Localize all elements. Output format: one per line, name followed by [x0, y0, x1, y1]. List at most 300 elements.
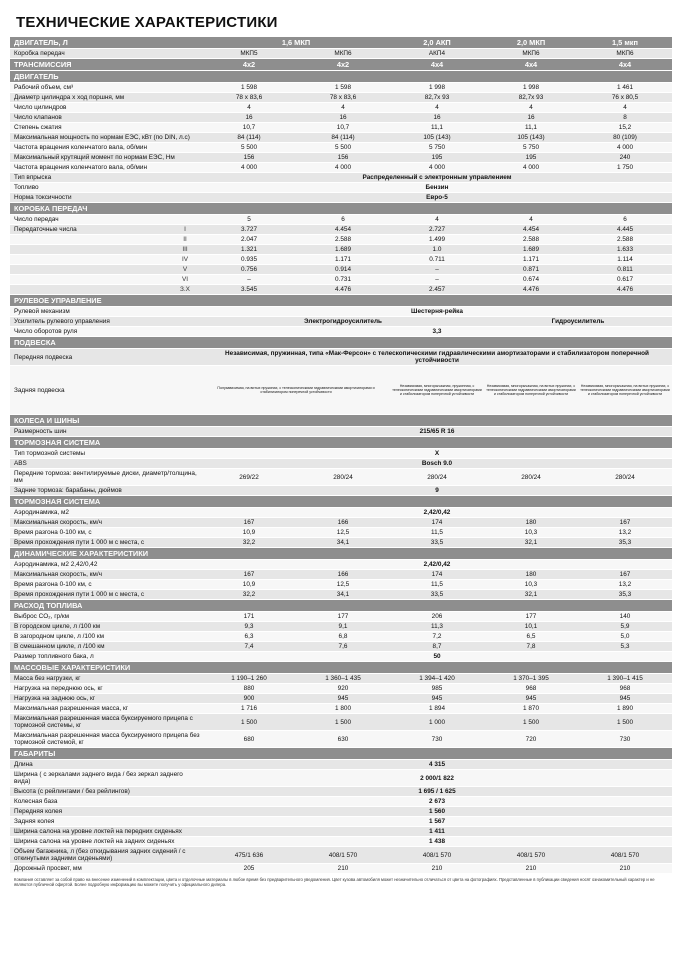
spec-value: Bosch 9.0 — [202, 459, 672, 469]
spec-label: Число передач — [10, 215, 202, 225]
spec-row — [10, 864, 672, 874]
spec-row — [10, 674, 672, 684]
spec-value: 945 — [484, 694, 578, 704]
spec-value: 210 — [484, 864, 578, 874]
spec-value: 1 000 — [390, 714, 484, 731]
spec-row — [10, 133, 672, 143]
spec-value: 16 — [296, 113, 390, 123]
spec-value: 174 — [390, 518, 484, 528]
spec-row — [10, 83, 672, 93]
spec-label: Передняя подвеска — [10, 349, 202, 366]
spec-value: 167 — [202, 570, 296, 580]
spec-label: Число клапанов — [10, 113, 202, 123]
spec-value: 195 — [390, 153, 484, 163]
spec-value: 84 (114) — [296, 133, 390, 143]
spec-value: 2.047 — [202, 235, 296, 245]
spec-value: 985 — [390, 684, 484, 694]
spec-value: 1.321 — [202, 245, 296, 255]
spec-row — [10, 366, 672, 415]
spec-value — [168, 59, 202, 71]
spec-value: 82,7х 93 — [484, 93, 578, 103]
spec-value: 5,3 — [578, 642, 672, 652]
spec-value: 4х4 — [578, 59, 672, 71]
spec-label: Передаточные числа — [10, 225, 168, 235]
footnote: Компания оставляет за собой право на внесение изменений в комплектации, цвета и отделочные материалы в любое время без предварительного уведомления. Цвет кузова автомобиля может незначительно отличаться от цвета на фотографиях. Представленные в публикации сведения носят ознакомительный характер и не являются публичной офертой. Более подробную информацию вы можете получить у официального дилера. — [14, 877, 655, 888]
spec-label: Объем багажника, л (без откидывания задних сидений / с откинутыми задними сиденьями) — [10, 847, 202, 864]
spec-label — [10, 285, 168, 295]
spec-row — [10, 590, 672, 600]
spec-value: 166 — [296, 518, 390, 528]
spec-value: 5 750 — [484, 143, 578, 153]
spec-label: Рабочий объем, см³ — [10, 83, 202, 93]
spec-value: 4 315 — [202, 760, 672, 770]
spec-value: 4 000 — [202, 163, 296, 173]
section-title: РУЛЕВОЕ УПРАВЛЕНИЕ — [10, 295, 672, 307]
spec-value: МКП6 — [578, 49, 672, 59]
section-title: КОРОБКА ПЕРЕДАЧ — [10, 203, 672, 215]
spec-row — [10, 560, 672, 570]
spec-value: 4х4 — [390, 59, 484, 71]
spec-row — [10, 528, 672, 538]
spec-value: 1 500 — [296, 714, 390, 731]
gear-label: V — [168, 265, 202, 275]
spec-value: 408/1 570 — [484, 847, 578, 864]
spec-value: 269/22 — [202, 469, 296, 486]
spec-label: Тип впрыска — [10, 173, 202, 183]
spec-value: 4.476 — [578, 285, 672, 295]
spec-value: 2 000/1 822 — [202, 770, 672, 787]
spec-value: 32,2 — [202, 590, 296, 600]
spec-value: 11,1 — [390, 123, 484, 133]
section-title: КОЛЕСА И ШИНЫ — [10, 415, 672, 427]
section-title: ДИНАМИЧЕСКИЕ ХАРАКТЕРИСТИКИ — [10, 548, 672, 560]
spec-value: 6 — [296, 215, 390, 225]
spec-value: 34,1 — [296, 538, 390, 548]
spec-value: 2 673 — [202, 797, 672, 807]
spec-row — [10, 113, 672, 123]
spec-value: 1,5 мкп — [578, 37, 672, 49]
spec-label: Передняя колея — [10, 807, 202, 817]
section-title: ТОРМОЗНАЯ СИСТЕМА — [10, 437, 672, 449]
spec-value: 8 — [578, 113, 672, 123]
spec-value: 76 х 80,5 — [578, 93, 672, 103]
spec-value: 10,9 — [202, 528, 296, 538]
spec-value: 177 — [296, 612, 390, 622]
spec-row — [10, 235, 672, 245]
spec-value: МКП6 — [296, 49, 390, 59]
spec-value: 195 — [484, 153, 578, 163]
spec-value: МКП5 — [202, 49, 296, 59]
spec-label: В смешанном цикле, л /100 км — [10, 642, 202, 652]
spec-label: Дорожный просвет, мм — [10, 864, 202, 874]
spec-value: 945 — [296, 694, 390, 704]
spec-label: Высота (с рейлингами / без рейлингов) — [10, 787, 202, 797]
spec-value: 105 (143) — [484, 133, 578, 143]
spec-value: 33,5 — [390, 590, 484, 600]
spec-label: ABS — [10, 459, 202, 469]
spec-row — [10, 486, 672, 496]
spec-value: 13,2 — [578, 528, 672, 538]
spec-value: 630 — [296, 731, 390, 748]
section-header — [10, 37, 672, 49]
gear-label: III — [168, 245, 202, 255]
spec-value: 167 — [578, 518, 672, 528]
spec-value: Распределенный с электронным управлением — [202, 173, 672, 183]
spec-row — [10, 731, 672, 748]
spec-value: Независимая, пружинная, типа «Мак-Ферсон» с телескопическими гидравлическими амортизаторами и стабилизатором поперечной устойчивости — [202, 349, 672, 366]
spec-value: 945 — [578, 694, 672, 704]
spec-value: 0.811 — [578, 265, 672, 275]
spec-value: 968 — [578, 684, 672, 694]
spec-value: 7,4 — [202, 642, 296, 652]
section-header — [10, 748, 672, 760]
spec-value: 4 — [296, 103, 390, 113]
spec-value: 880 — [202, 684, 296, 694]
spec-value: 174 — [390, 570, 484, 580]
spec-value: 4 000 — [484, 163, 578, 173]
spec-row — [10, 642, 672, 652]
spec-row — [10, 837, 672, 847]
spec-value: 1.633 — [578, 245, 672, 255]
spec-table — [10, 37, 672, 874]
spec-row — [10, 847, 672, 864]
spec-value: 10,3 — [484, 580, 578, 590]
spec-value: 32,1 — [484, 590, 578, 600]
spec-value: 32,2 — [202, 538, 296, 548]
spec-value: 475/1 636 — [202, 847, 296, 864]
spec-value: 0.756 — [202, 265, 296, 275]
spec-value: 0.674 — [484, 275, 578, 285]
spec-value: 11,5 — [390, 580, 484, 590]
spec-value: 4 000 — [296, 163, 390, 173]
spec-label: Максимальная разрешенная масса буксируемого прицепа без тормозной системой, кг — [10, 731, 202, 748]
spec-value: 9,3 — [202, 622, 296, 632]
spec-value: 78 х 83,6 — [296, 93, 390, 103]
spec-label: Максимальный крутящий момент по нормам ЕЭС, Нм — [10, 153, 202, 163]
spec-value: 0.935 — [202, 255, 296, 265]
spec-value: 4 — [390, 215, 484, 225]
spec-value: 1 390–1 415 — [578, 674, 672, 684]
spec-value: 968 — [484, 684, 578, 694]
spec-row — [10, 215, 672, 225]
gear-label: IV — [168, 255, 202, 265]
spec-value: 35,3 — [578, 538, 672, 548]
spec-value: – — [202, 275, 296, 285]
spec-row — [10, 225, 672, 235]
spec-row — [10, 93, 672, 103]
spec-value: 4 — [390, 103, 484, 113]
spec-label: Размер топливного бака, л — [10, 652, 202, 662]
spec-value: 2.588 — [578, 235, 672, 245]
spec-value: 1 894 — [390, 704, 484, 714]
spec-label — [10, 265, 168, 275]
spec-row — [10, 704, 672, 714]
spec-value: 280/24 — [390, 469, 484, 486]
spec-label: Максимальная скорость, км/ч — [10, 518, 202, 528]
spec-label — [10, 275, 168, 285]
spec-value: 1 750 — [578, 163, 672, 173]
gear-label: VI — [168, 275, 202, 285]
section-header — [10, 59, 672, 71]
spec-value: 10,3 — [484, 528, 578, 538]
spec-label — [10, 245, 168, 255]
spec-value: 0.617 — [578, 275, 672, 285]
spec-value: 10,7 — [202, 123, 296, 133]
spec-value: 1 500 — [578, 714, 672, 731]
spec-value: 180 — [484, 518, 578, 528]
spec-label: Нагрузка на заднюю ось, кг — [10, 694, 202, 704]
spec-value: 1 461 — [578, 83, 672, 93]
spec-value: 1 190–1 260 — [202, 674, 296, 684]
spec-row — [10, 632, 672, 642]
spec-row — [10, 183, 672, 193]
spec-value: 0.731 — [296, 275, 390, 285]
spec-value: Независимая, многорычажная, на витых пружинах, с телескопическими гидравлическими амортизаторами и стабилизатором поперечной устойчивости — [484, 366, 578, 415]
spec-label: Число оборотов руля — [10, 327, 202, 337]
spec-value: 408/1 570 — [390, 847, 484, 864]
spec-label: Число цилиндров — [10, 103, 202, 113]
spec-row — [10, 255, 672, 265]
spec-value: 1 500 — [484, 714, 578, 731]
spec-label: Время прохождения пути 1 000 м с места, с — [10, 590, 202, 600]
spec-label: Коробка передач — [10, 49, 202, 59]
spec-value: 1.689 — [296, 245, 390, 255]
spec-label: Колесная база — [10, 797, 202, 807]
spec-row — [10, 459, 672, 469]
spec-value: 13,2 — [578, 580, 672, 590]
spec-row — [10, 173, 672, 183]
spec-row — [10, 143, 672, 153]
spec-row — [10, 538, 672, 548]
section-title: ДВИГАТЕЛЬ, Л — [10, 37, 168, 49]
spec-row — [10, 612, 672, 622]
gear-label: З.Х — [168, 285, 202, 295]
section-header — [10, 295, 672, 307]
gear-label: II — [168, 235, 202, 245]
spec-row — [10, 580, 672, 590]
spec-value: 920 — [296, 684, 390, 694]
spec-value: 2.588 — [484, 235, 578, 245]
spec-value: 16 — [484, 113, 578, 123]
spec-value: 680 — [202, 731, 296, 748]
spec-value: 10,1 — [484, 622, 578, 632]
spec-value — [168, 37, 202, 49]
spec-value: 4.476 — [484, 285, 578, 295]
spec-row — [10, 622, 672, 632]
spec-value: 240 — [578, 153, 672, 163]
spec-value: 1 716 — [202, 704, 296, 714]
spec-value: 32,1 — [484, 538, 578, 548]
spec-row — [10, 797, 672, 807]
spec-label: Частота вращения коленчатого вала, об/мин — [10, 163, 202, 173]
spec-label: Нагрузка на переднюю ось, кг — [10, 684, 202, 694]
spec-value: 12,5 — [296, 580, 390, 590]
section-title: РАСХОД ТОПЛИВА — [10, 600, 672, 612]
spec-value: – — [390, 265, 484, 275]
spec-value: 6,5 — [484, 632, 578, 642]
spec-value: Х — [202, 449, 672, 459]
spec-value: 1 890 — [578, 704, 672, 714]
spec-value: 5,0 — [578, 632, 672, 642]
spec-value: 4.445 — [578, 225, 672, 235]
spec-label: Диаметр цилиндра х ход поршня, мм — [10, 93, 202, 103]
spec-row — [10, 508, 672, 518]
spec-value: 1.114 — [578, 255, 672, 265]
spec-value: 280/24 — [296, 469, 390, 486]
section-header — [10, 437, 672, 449]
spec-label: В загородном цикле, л /100 км — [10, 632, 202, 642]
section-header — [10, 548, 672, 560]
spec-label: Норма токсичности — [10, 193, 202, 203]
spec-label — [10, 235, 168, 245]
spec-value: 5 — [202, 215, 296, 225]
spec-value: 1 438 — [202, 837, 672, 847]
spec-value: 1 998 — [484, 83, 578, 93]
spec-value: 2,42/0,42 — [202, 508, 672, 518]
spec-row — [10, 245, 672, 255]
section-title: ГАБАРИТЫ — [10, 748, 672, 760]
spec-label: Время прохождения пути 1 000 м с места, с — [10, 538, 202, 548]
spec-value: 4 000 — [578, 143, 672, 153]
spec-row — [10, 193, 672, 203]
spec-row — [10, 652, 672, 662]
spec-value: 10,7 — [296, 123, 390, 133]
spec-value: 1.171 — [484, 255, 578, 265]
spec-value: 4х2 — [296, 59, 390, 71]
spec-value: 166 — [296, 570, 390, 580]
spec-value: 4.476 — [296, 285, 390, 295]
spec-row — [10, 285, 672, 295]
section-header — [10, 662, 672, 674]
spec-value: 6,3 — [202, 632, 296, 642]
spec-value: 9,1 — [296, 622, 390, 632]
spec-value: 1.0 — [390, 245, 484, 255]
spec-row — [10, 265, 672, 275]
spec-value: 1 598 — [202, 83, 296, 93]
spec-row — [10, 327, 672, 337]
spec-value: Шестерня-рейка — [202, 307, 672, 317]
spec-row — [10, 307, 672, 317]
spec-value: 2,42/0,42 — [202, 560, 672, 570]
spec-value: 1 560 — [202, 807, 672, 817]
spec-label: Задние тормоза: барабаны, дюймов — [10, 486, 202, 496]
spec-value: 408/1 570 — [296, 847, 390, 864]
spec-value: 0.871 — [484, 265, 578, 275]
spec-row — [10, 349, 672, 366]
spec-value: 82,7х 93 — [390, 93, 484, 103]
spec-label: Тип тормозной системы — [10, 449, 202, 459]
spec-row — [10, 694, 672, 704]
spec-value: 1 394–1 420 — [390, 674, 484, 684]
spec-value: 1 800 — [296, 704, 390, 714]
spec-value: Независимая, многорычажная, на витых пружинах, с телескопическими гидравлическими амортизаторами и стабилизатором поперечной устойчивости — [578, 366, 672, 415]
spec-value: 7,2 — [390, 632, 484, 642]
spec-value: 78 х 83,6 — [202, 93, 296, 103]
spec-row — [10, 163, 672, 173]
spec-label: Максимальная мощность по нормам ЕЭС, кВт (по DIN, л.с) — [10, 133, 202, 143]
page-title: ТЕХНИЧЕСКИЕ ХАРАКТЕРИСТИКИ — [16, 14, 278, 31]
spec-value: 720 — [484, 731, 578, 748]
spec-value: 33,5 — [390, 538, 484, 548]
spec-value: 16 — [390, 113, 484, 123]
spec-value: 210 — [390, 864, 484, 874]
spec-value: – — [390, 275, 484, 285]
spec-value: 5 500 — [202, 143, 296, 153]
spec-row — [10, 827, 672, 837]
spec-row — [10, 275, 672, 285]
spec-label: Время разгона 0-100 км, с — [10, 528, 202, 538]
spec-value: 156 — [296, 153, 390, 163]
spec-label: Ширина салона на уровне локтей на задних сиденьях — [10, 837, 202, 847]
spec-value: 35,3 — [578, 590, 672, 600]
spec-value: 4 — [484, 103, 578, 113]
spec-value: 210 — [296, 864, 390, 874]
spec-row — [10, 770, 672, 787]
spec-row — [10, 570, 672, 580]
spec-label: Время разгона 0-100 км, с — [10, 580, 202, 590]
spec-row — [10, 817, 672, 827]
spec-value: 7,8 — [484, 642, 578, 652]
spec-label: Ширина салона на уровне локтей на передних сиденьях — [10, 827, 202, 837]
spec-value: 0.711 — [390, 255, 484, 265]
spec-value: 2,0 АКП — [390, 37, 484, 49]
spec-label: Максимальная разрешенная масса, кг — [10, 704, 202, 714]
spec-value: 1 695 / 1 625 — [202, 787, 672, 797]
spec-label: Длина — [10, 760, 202, 770]
spec-label: В городском цикле, л /100 км — [10, 622, 202, 632]
spec-row — [10, 427, 672, 437]
spec-value: 4 — [202, 103, 296, 113]
spec-value: 945 — [390, 694, 484, 704]
spec-value: Полузависимая, на витых пружинах, с телескопическими гидравлическими амортизаторами и стабилизатором поперечной устойчивости — [202, 366, 390, 415]
spec-value: 1,6 МКП — [202, 37, 390, 49]
section-header — [10, 600, 672, 612]
spec-label: Задняя колея — [10, 817, 202, 827]
section-header — [10, 71, 672, 83]
spec-value: 171 — [202, 612, 296, 622]
spec-value: 3.545 — [202, 285, 296, 295]
spec-value: АКП4 — [390, 49, 484, 59]
section-header — [10, 203, 672, 215]
spec-row — [10, 153, 672, 163]
spec-value: 6 — [578, 215, 672, 225]
spec-value: МКП6 — [484, 49, 578, 59]
spec-value: 50 — [202, 652, 672, 662]
spec-value: 1.171 — [296, 255, 390, 265]
section-title: ПОДВЕСКА — [10, 337, 672, 349]
spec-value: 1 360–1 435 — [296, 674, 390, 684]
spec-row — [10, 714, 672, 731]
spec-value: 84 (114) — [202, 133, 296, 143]
spec-value: 206 — [390, 612, 484, 622]
spec-value: 6,8 — [296, 632, 390, 642]
spec-value: Бензин — [202, 183, 672, 193]
spec-value: 900 — [202, 694, 296, 704]
spec-label: Аэродинамика, м2 — [10, 508, 202, 518]
spec-label: Усилитель рулевого управления — [10, 317, 202, 327]
spec-label: Рулевой механизм — [10, 307, 202, 317]
spec-value: 730 — [390, 731, 484, 748]
spec-row — [10, 787, 672, 797]
spec-value: 1.689 — [484, 245, 578, 255]
section-header — [10, 337, 672, 349]
spec-row — [10, 49, 672, 59]
spec-value: 9 — [202, 486, 672, 496]
spec-value: 0.914 — [296, 265, 390, 275]
spec-label: Топливо — [10, 183, 202, 193]
spec-value: 4х4 — [484, 59, 578, 71]
spec-value: 34,1 — [296, 590, 390, 600]
